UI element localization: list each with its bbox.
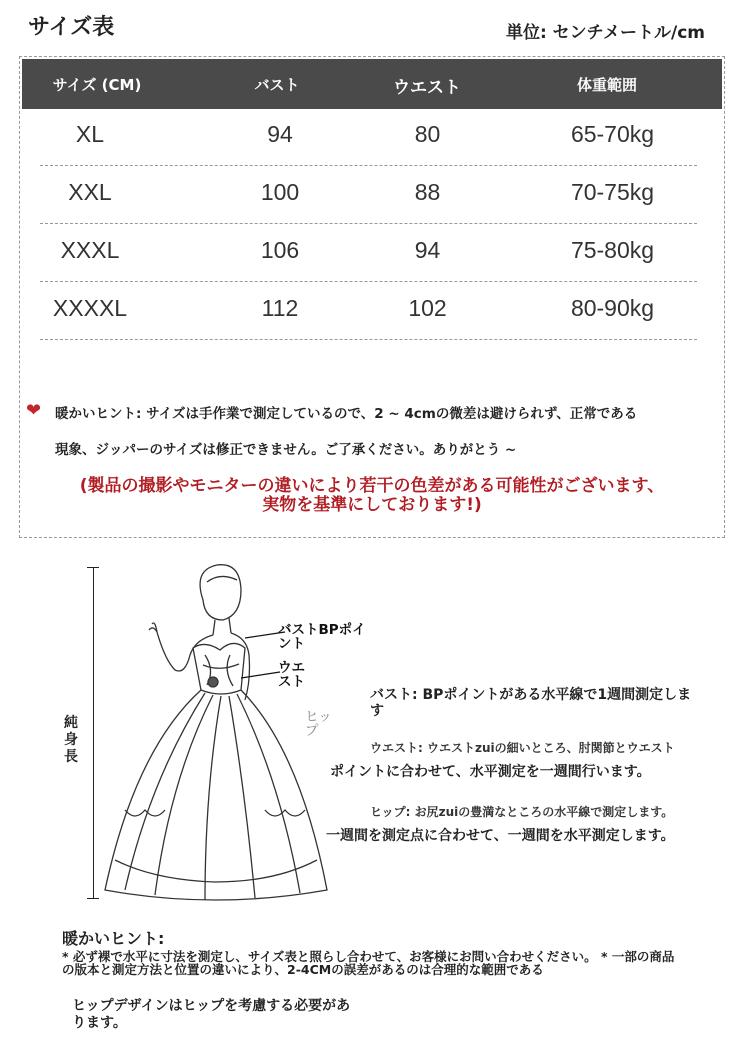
cell-waist: 88 (414, 179, 441, 205)
cell-bust: 106 (260, 237, 300, 263)
cell-size: XXXL (60, 237, 120, 263)
column-header-size: サイズ (CM) (52, 76, 142, 94)
hip-label: ヒップ (305, 709, 332, 739)
column-header-waist: ウエスト (393, 78, 461, 98)
bust-description: バスト: BPポイントがある水平線で1週間測定します (370, 687, 692, 719)
color-notice-line-2: 実物を基準にしております!) (262, 495, 482, 515)
cell-bust: 94 (267, 121, 293, 147)
color-notice-line-1: (製品の撮影やモニターの違いにより若干の色差がある可能性がございます、 (79, 476, 665, 496)
cell-weight: 65-70kg (570, 121, 655, 147)
hip-description-2: 一週間を測定点に合わせて、一週間を水平測定します。 (326, 828, 675, 844)
page-title: サイズ表 (28, 15, 115, 40)
cell-weight: 80-90kg (570, 295, 655, 321)
footer-hint-title: 暖かいヒント: (62, 929, 165, 948)
waist-label: ウエスト (278, 660, 305, 690)
hip-description-1: ヒップ: お尻zuiの豊満なところの水平線で測定します。 (370, 805, 674, 819)
table-row (40, 165, 697, 224)
cell-size: XL (75, 121, 105, 147)
notice-line-1: 暖かいヒント: サイズは手作業で測定しているので、2 ~ 4cmの微差は避けられず、正常である (55, 406, 638, 422)
cell-weight: 70-75kg (570, 179, 655, 205)
bust-label: バストBPポイント (278, 622, 366, 652)
dress-illustration (95, 560, 335, 905)
table-row (40, 223, 697, 282)
heart-icon: ❤ (26, 400, 42, 421)
cell-size: XXXXL (52, 295, 128, 321)
cell-waist: 94 (414, 237, 441, 263)
notice-line-2: 現象、ジッパーのサイズは修正できません。ご了承ください。ありがとう ~ (55, 442, 517, 458)
column-header-weight: 体重範囲 (576, 76, 637, 94)
cell-waist: 80 (414, 121, 441, 147)
length-label: 純身長 (64, 715, 78, 765)
waist-description-1: ウエスト: ウエストzuiの細いところ、肘関節とウエスト (370, 741, 675, 755)
waist-description-2: ポイントに合わせて、水平測定を一週間行います。 (330, 764, 651, 780)
cell-waist: 102 (408, 295, 447, 321)
footer-hint-body: * 必ず裸で水平に寸法を測定し、サイズ表と照らし合わせて、お客様にお問い合わせください。 * 一部の商品の版本と測定方法と位置の違いにより、2-4CMの誤差があるのは合理的な範囲である (62, 949, 675, 977)
cell-size: XXL (68, 179, 112, 205)
table-header (22, 59, 722, 109)
table-row (40, 107, 697, 166)
cell-bust: 100 (260, 179, 300, 205)
footer-hint-tail: ヒップデザインはヒップを考慮する必要があります。 (72, 998, 351, 1031)
table-row (40, 281, 697, 340)
column-header-bust: バスト (254, 76, 300, 94)
length-measure-line (93, 567, 94, 899)
cell-bust: 112 (261, 295, 299, 321)
cell-weight: 75-80kg (570, 237, 655, 263)
unit-label: 単位: センチメートル/cm (505, 23, 705, 43)
